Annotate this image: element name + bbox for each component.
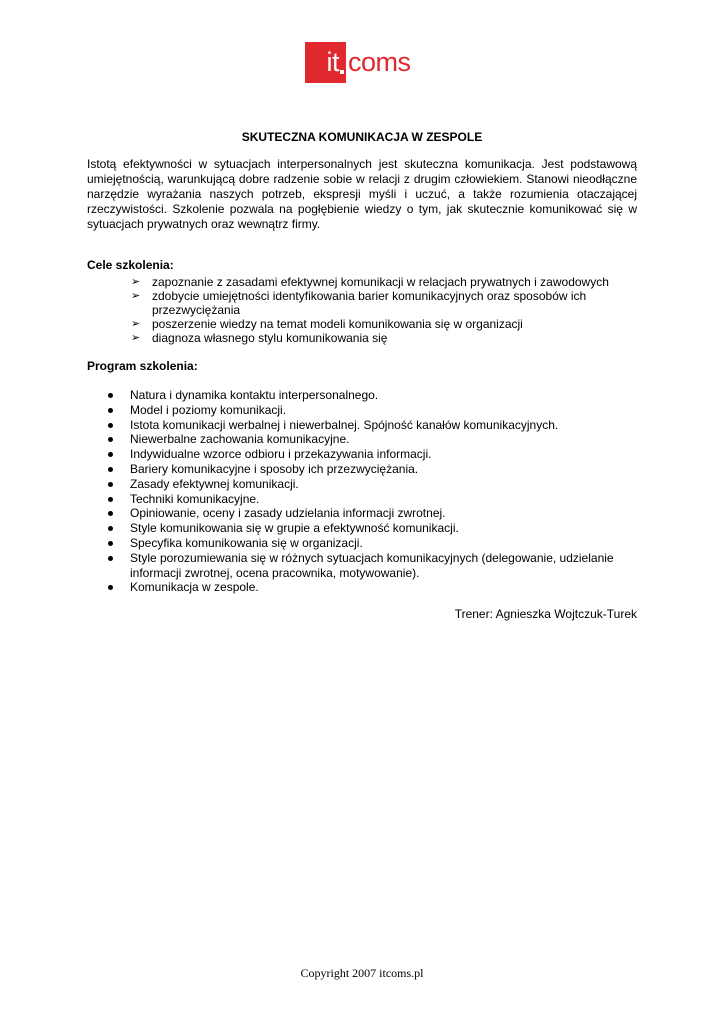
program-item [107, 580, 637, 595]
program-item [107, 447, 637, 462]
program-text: Komunikacja w zespole. [130, 580, 259, 595]
program-item [107, 506, 637, 521]
arrow-bullet-icon: ➢ [131, 318, 141, 330]
goal-item [131, 289, 631, 317]
logo-text-coms: coms [348, 47, 411, 77]
program-text: Bariery komunikacyjne i sposoby ich przezwyciężania. [130, 461, 419, 476]
program-item [107, 521, 637, 536]
logo-dot [340, 70, 344, 74]
bullet-icon [108, 482, 113, 487]
bullet-icon [108, 437, 113, 442]
goal-text: diagnoza własnego stylu komunikowania się [152, 331, 388, 345]
bullet-icon [108, 497, 113, 502]
intro-paragraph: Istotą efektywności w sytuacjach interpersonalnych jest skuteczna komunikacja. Jest podstawową umiejętnością, warunkującą dobre radzenie sobie w relacji z drugim człowiekiem. Stanowi nieodłączne narzędzie wyrażania naszych potrzeb, ekspresji myśli i uczuć, a także rozumienia otaczającej rzeczywistości. Szkolenie pozwala na pogłębienie wiedzy o tym, jak skutecznie komunikować się w sytuacjach prywatnych oraz wewnątrz firmy. [87, 157, 637, 231]
bullet-icon [108, 467, 113, 472]
program-text: Opiniowanie, oceny i zasady udzielania informacji zwrotnej. [130, 506, 446, 521]
goal-text: zapoznanie z zasadami efektywnej komunikacji w relacjach prywatnych i zawodowych [152, 275, 609, 289]
program-text: Techniki komunikacyjne. [130, 491, 260, 506]
program-text: Zasady efektywnej komunikacji. [130, 476, 299, 491]
program-text: Indywidualne wzorce odbioru i przekazywania informacji. [130, 447, 432, 462]
goal-text: poszerzenie wiedzy na temat modeli komunikowania się w organizacji [152, 317, 523, 331]
program-text: Natura i dynamika kontaktu interpersonalnego. [130, 388, 379, 402]
program-text: Istota komunikacji werbalnej i niewerbalnej. Spójność kanałów komunikacyjnych. [130, 417, 559, 432]
bullet-icon [108, 393, 113, 398]
program-item [107, 432, 637, 447]
document-title: SKUTECZNA KOMUNIKACJA W ZESPOLE [241, 130, 483, 144]
goal-item [131, 317, 631, 331]
bullet-icon [108, 585, 113, 590]
program-text: Style porozumiewania się w różnych sytuacjach komunikacyjnych (delegowanie, udzielanie informacji zwrotnej, ocena pracownika, motywowanie). [130, 550, 614, 580]
program-text: Model i poziomy komunikacji. [130, 402, 287, 417]
arrow-bullet-icon: ➢ [131, 290, 141, 302]
program-item [107, 536, 637, 551]
copyright-footer: Copyright 2007 itcoms.pl [300, 966, 424, 980]
program-text: Style komunikowania się w grupie a efektywność komunikacji. [130, 521, 459, 536]
program-item [107, 462, 637, 477]
goal-item [131, 331, 631, 345]
bullet-icon [108, 526, 113, 531]
program-item [107, 551, 637, 581]
bullet-icon [108, 556, 113, 561]
program-item [107, 418, 637, 433]
program-list [107, 388, 637, 595]
program-item [107, 492, 637, 507]
program-item [107, 477, 637, 492]
goals-list [131, 275, 631, 345]
bullet-icon [108, 408, 113, 413]
arrow-bullet-icon: ➢ [131, 332, 141, 344]
goals-heading: Cele szkolenia: [87, 258, 174, 272]
goal-item [131, 275, 631, 289]
logo-text-it: it [326, 47, 339, 77]
goal-text: zdobycie umiejętności identyfikowania barier komunikacyjnych oraz sposobów ich przezwyciężania [152, 289, 587, 317]
program-item [107, 403, 637, 418]
bullet-icon [108, 423, 113, 428]
itcoms-logo [305, 42, 411, 83]
bullet-icon [108, 452, 113, 457]
bullet-icon [108, 511, 113, 516]
program-text: Niewerbalne zachowania komunikacyjne. [130, 432, 350, 447]
trainer-name: Trener: Agnieszka Wojtczuk-Turek [454, 607, 637, 621]
program-item [107, 388, 637, 403]
bullet-icon [108, 541, 113, 546]
logo-box [305, 42, 346, 83]
program-text: Specyfika komunikowania się w organizacji. [130, 535, 363, 550]
program-heading: Program szkolenia: [87, 359, 198, 373]
arrow-bullet-icon: ➢ [131, 276, 141, 288]
